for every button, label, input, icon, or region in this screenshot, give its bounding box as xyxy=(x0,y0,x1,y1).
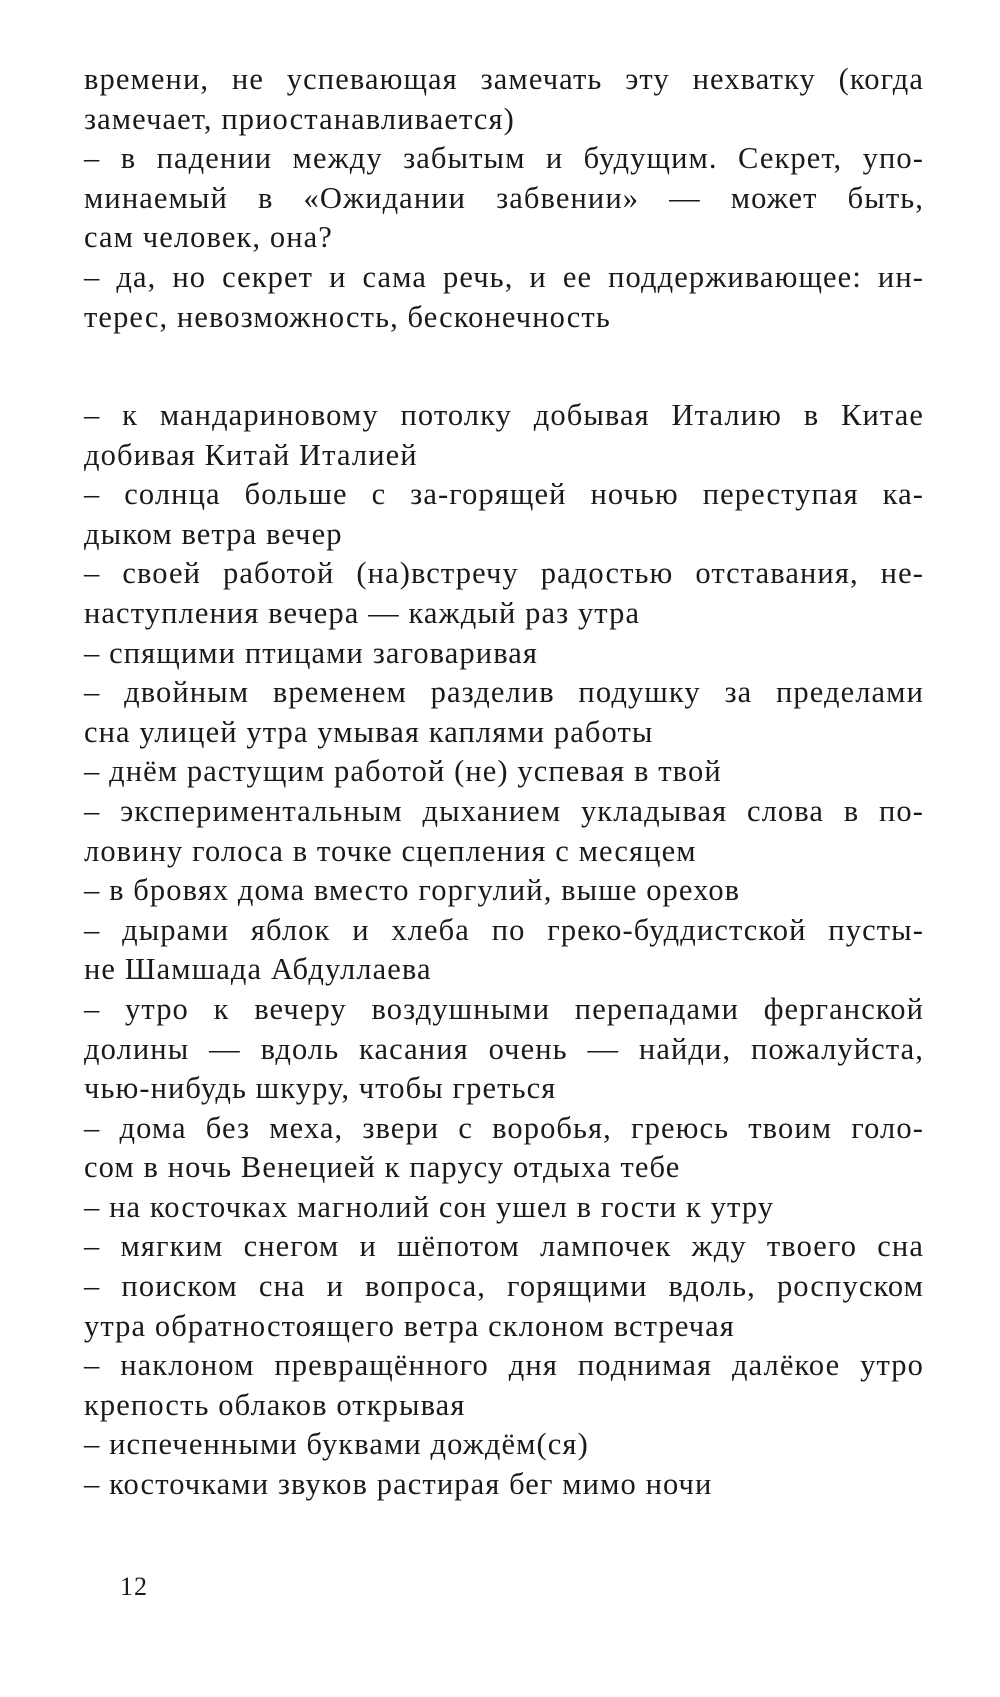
text-line: – косточками звуков растирая бег мимо ночи xyxy=(84,1467,713,1502)
page-number: 12 xyxy=(120,1572,148,1601)
text-line: – днём растущим работой (не) успевая в твой xyxy=(84,754,722,789)
text-line: терес, невозможность, бесконечность xyxy=(84,299,611,334)
text-line: – испеченными буквами дождём(ся) xyxy=(84,1427,589,1462)
text-line: – к мандариновому потолку добывая Италию в Китае xyxy=(84,398,924,432)
text-line: ловину голоса в точке сцепления с месяцем xyxy=(84,833,697,868)
text-line: – спящими птицами заговаривая xyxy=(84,635,539,670)
text-line: – в падении между забытым и будущим. Секрет, упо- xyxy=(84,141,924,176)
text-line: дыком ветра вечер xyxy=(84,516,343,551)
text-line: чью-нибудь шкуру, чтобы греться xyxy=(84,1071,557,1106)
text-line: – да, но секрет и сама речь, и ее поддерживающее: ин- xyxy=(84,259,924,294)
text-line: минаемый в «Ожидании забвении» — может быть, xyxy=(84,180,924,215)
text-line: – поиском сна и вопроса, горящими вдоль, роспуском xyxy=(84,1269,924,1304)
text-line: утра обратностоящего ветра склоном встречая xyxy=(84,1308,735,1343)
text-line: сна улицей утра умывая каплями работы xyxy=(84,714,654,749)
text-line: – двойным временем разделив подушку за пределами xyxy=(84,675,924,710)
text-block-intro xyxy=(84,60,924,337)
text-line: замечает, приостанавливается) xyxy=(84,101,515,136)
text-line: долины — вдоль касания очень — найди, пожалуйста, xyxy=(84,1031,924,1066)
text-line: – своей работой (на)встречу радостью отставания, не- xyxy=(84,556,924,591)
text-line: – на косточках магнолий сон ушел в гости к утру xyxy=(84,1189,775,1224)
text-line: не Шамшада Абдуллаева xyxy=(84,952,432,987)
text-line: наступления вечера — каждый раз утра xyxy=(84,595,641,630)
text-line: крепость облаков открывая xyxy=(84,1387,466,1422)
text-line: – утро к вечеру воздушными перепадами ферганской xyxy=(84,991,924,1026)
text-line: – дома без меха, звери с воробья, греюсь твоим голо- xyxy=(84,1110,924,1145)
text-line: добивая Китай Италией xyxy=(84,437,418,472)
text-line: сам человек, она? xyxy=(84,220,333,255)
text-line: времени, не успевающая замечать эту нехватку (когда xyxy=(84,62,924,96)
text-line: сом в ночь Венецией к парусу отдыха тебе xyxy=(84,1150,681,1185)
text-line: – мягким снегом и шёпотом лампочек жду твоего сна xyxy=(84,1229,924,1264)
text-line: – экспериментальным дыханием укладывая слова в по- xyxy=(84,793,924,828)
text-line: – дырами яблок и хлеба по греко-буддистской пусты- xyxy=(84,912,924,947)
text-line: – наклоном превращённого дня поднимая далёкое утро xyxy=(84,1348,924,1383)
text-line: – солнца больше с за-горящей ночью переступая ка- xyxy=(84,477,924,512)
text-block-poem xyxy=(84,396,924,1505)
text-line: – в бровях дома вместо горгулий, выше орехов xyxy=(84,873,741,908)
